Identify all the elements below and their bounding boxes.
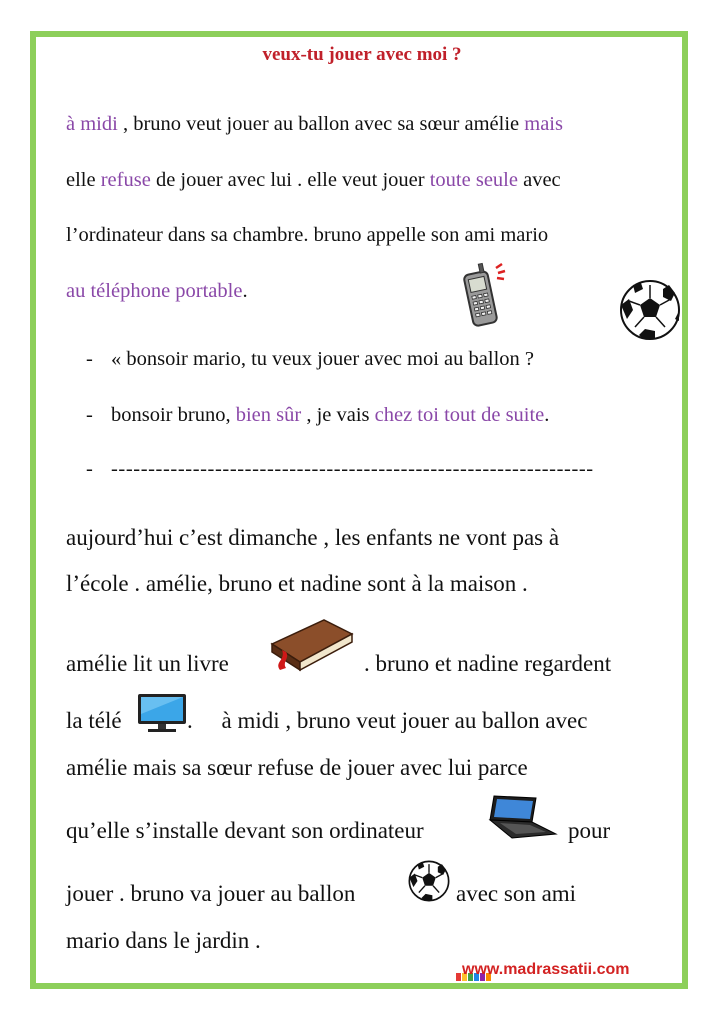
text-segment: avec [517,169,561,191]
story2-line4b: . à midi , bruno veut jouer au ballon avec [187,708,588,733]
book-icon [268,614,356,672]
highlight-bien-sur: bien sûr [235,404,302,426]
story2-line1: aujourd’hui c’est dimanche , les enfants ne vont pas à [66,525,560,550]
story2-line6a: qu’elle s’installe devant son ordinateur [66,818,424,843]
dialogue-line2 [111,404,549,427]
text-segment: , bruno veut jouer au ballon avec sa sœur amélie [117,113,525,135]
story2-line4a: la télé [66,708,122,733]
story2-line8: mario dans le jardin . [66,928,261,953]
story2-line3a: amélie lit un livre [66,651,229,676]
story2-line2: l’école . amélie, bruno et nadine sont à la maison . [66,571,528,596]
text-segment: . [544,404,550,426]
story2-line3b: . bruno et nadine regardent [364,651,612,676]
highlight-telephone: au téléphone portable [66,280,243,302]
text-segment: elle [66,169,101,191]
dialogue-bullet-2: - [86,404,93,426]
dialogue-line1: « bonsoir mario, tu veux jouer avec moi au ballon ? [111,348,534,370]
text-segment: de jouer avec lui . elle veut jouer [150,169,430,191]
highlight-mais: mais [524,113,563,135]
text-segment: , je vais [301,404,375,426]
laptop-icon [486,794,558,840]
soccer-ball-small-icon [408,860,450,902]
story2-line7a: jouer . bruno va jouer au ballon [66,881,356,906]
story2-line5: amélie mais sa sœur refuse de jouer avec lui parce [66,755,528,780]
highlight-refuse: refuse [100,169,151,191]
story2-line6b: pour [568,818,611,843]
page-title: veux-tu jouer avec moi ? [262,44,462,65]
story2-line7b: avec son ami [456,881,577,906]
dialogue-dashed-line: ----------------------------------------------------------------- [111,458,594,480]
dialogue-bullet-3: - [86,458,93,480]
text-segment: bonsoir bruno, [111,404,236,426]
dialogue-bullet-1: - [86,348,93,370]
story1-line3: l’ordinateur dans sa chambre. bruno appelle son ami mario [66,224,549,246]
footer-website-link[interactable]: www.madrassatii.com [462,961,630,978]
story1-line4 [66,280,248,303]
cell-phone-icon [458,262,508,330]
text-segment: . [242,280,248,302]
soccer-ball-icon [619,279,681,341]
highlight-chez-toi: chez toi tout de suite [374,404,545,426]
highlight-toute-seule: toute seule [429,169,518,191]
highlight-a-midi: à midi [66,113,118,135]
story1-line2 [66,169,561,192]
tv-monitor-icon [136,692,188,734]
story1-line1 [66,113,563,136]
